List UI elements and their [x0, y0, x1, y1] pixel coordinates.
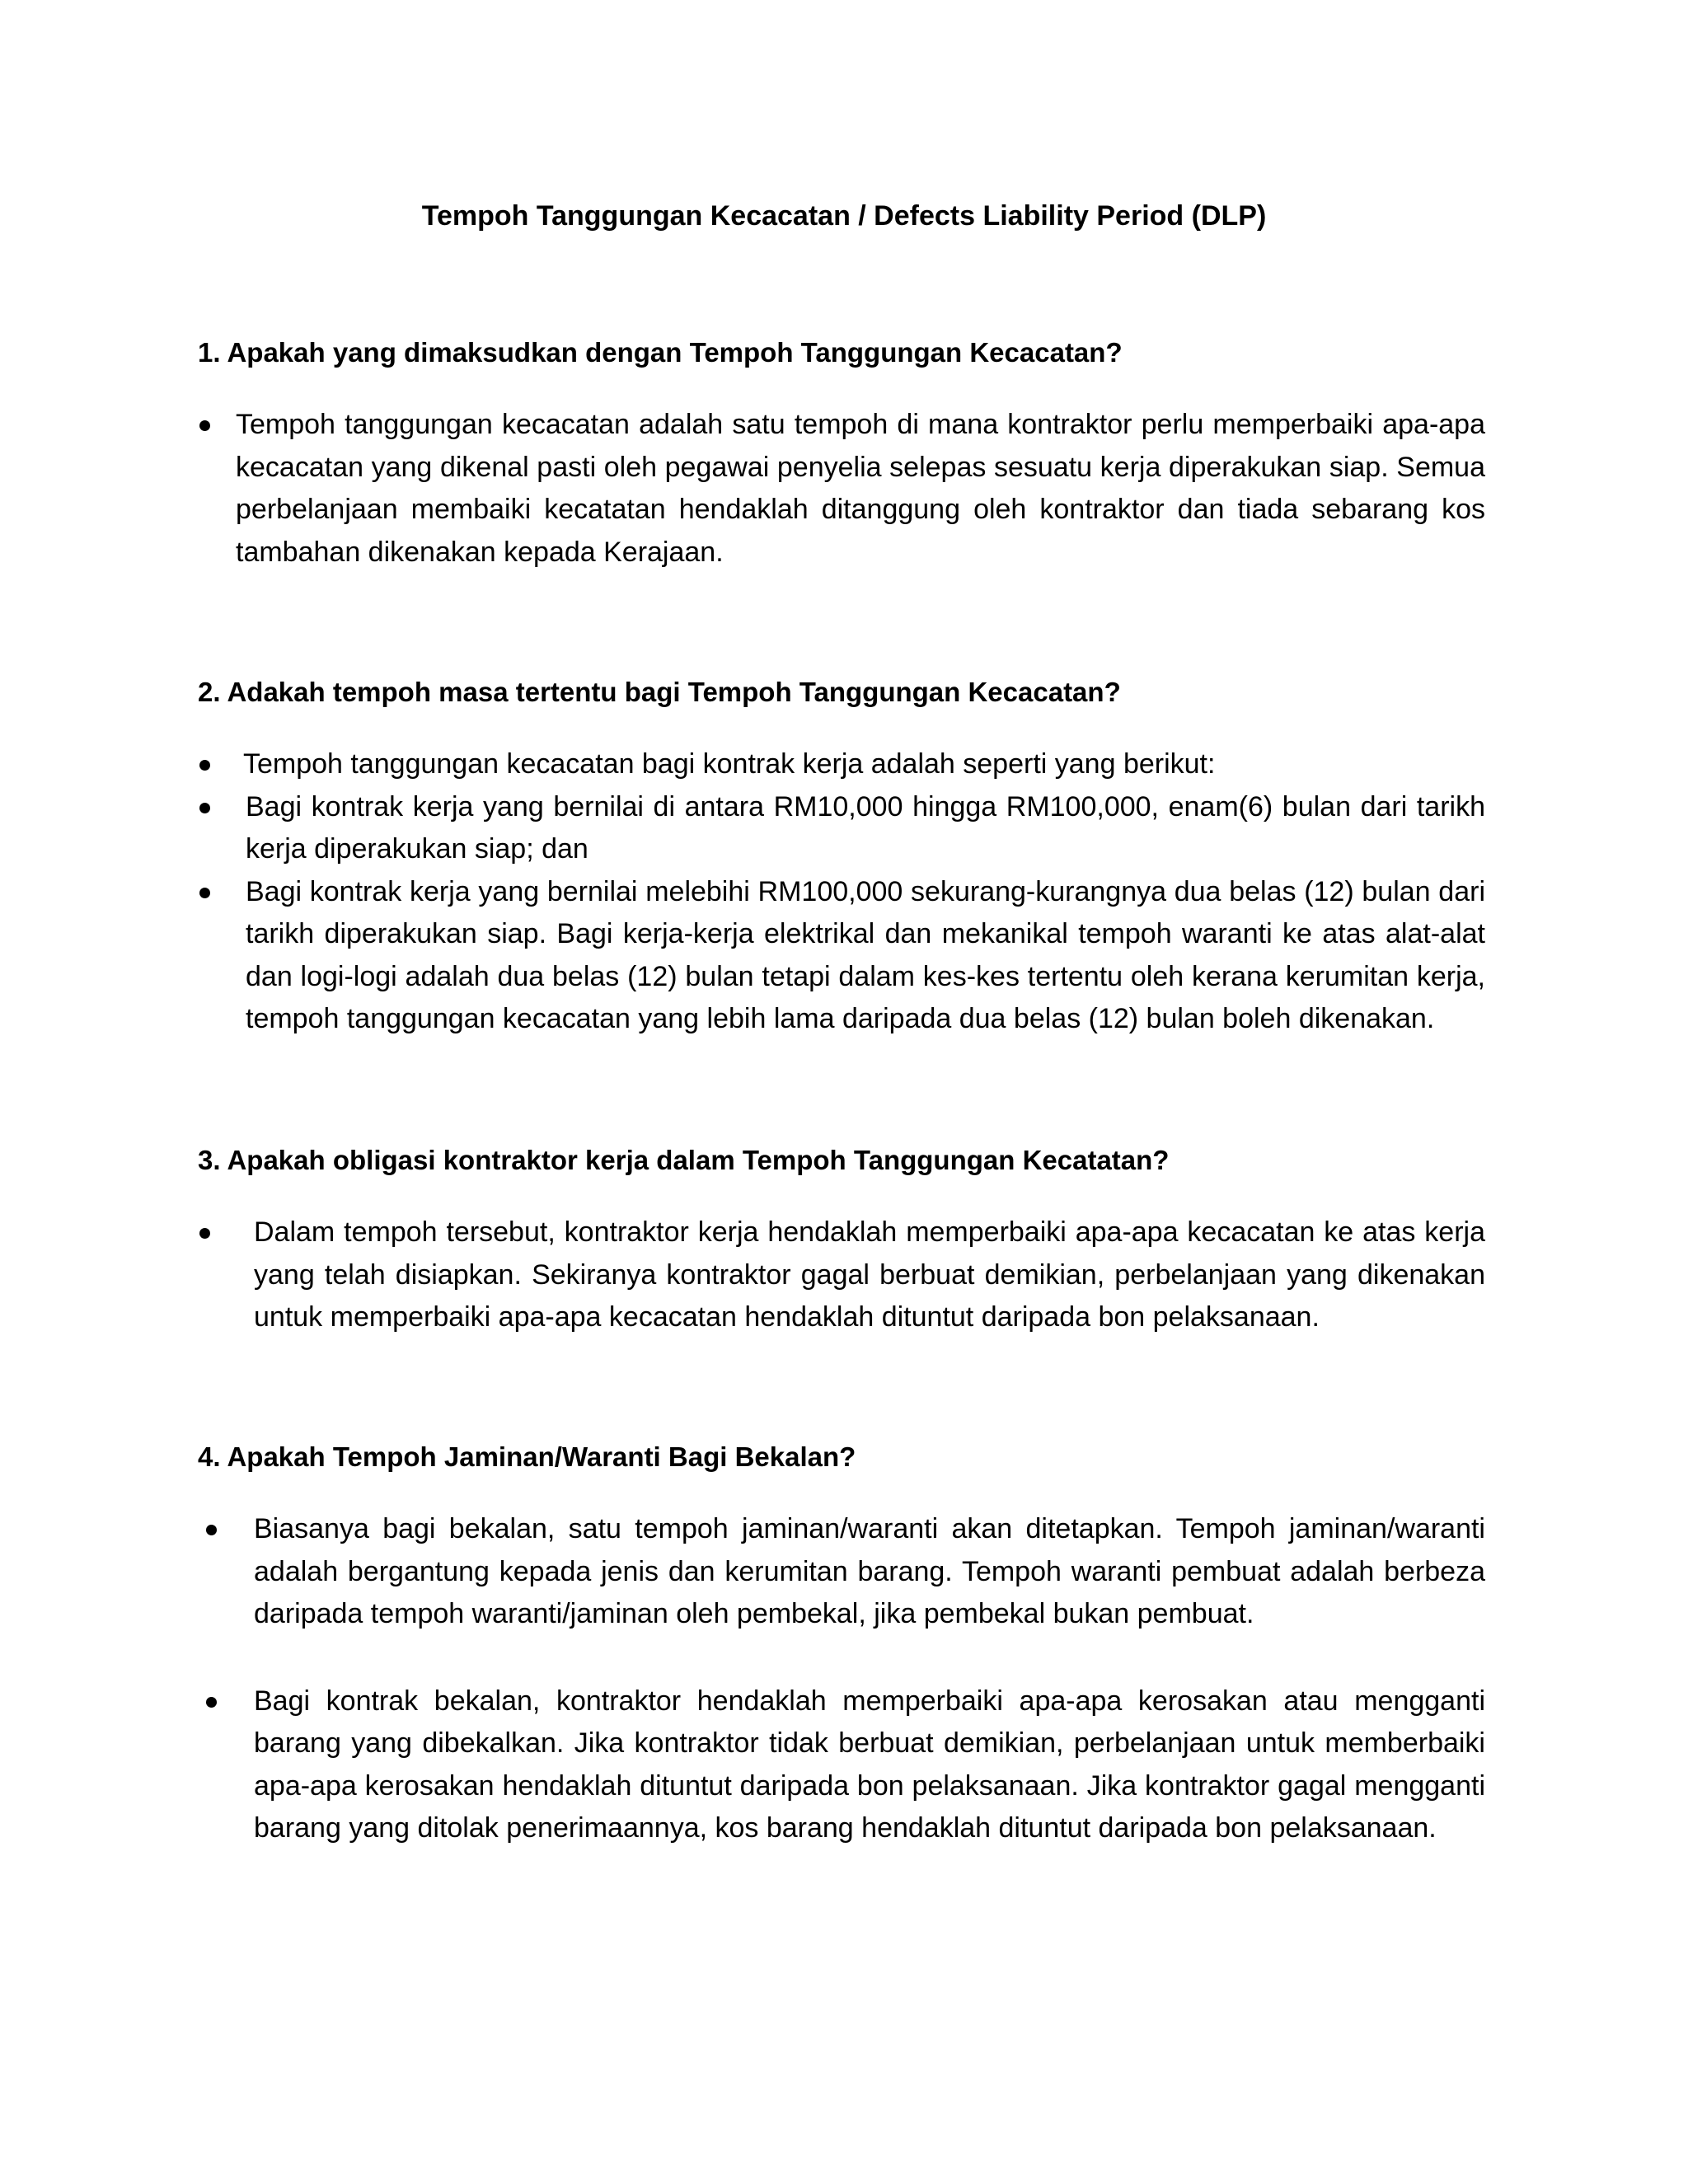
- bullet-text: Tempoh tanggungan kecacatan adalah satu tempoh di mana kontraktor perlu memperbaiki apa-apa kecacatan yang dikenal pasti oleh pegawai penyelia selepas sesuatu kerja diperakukan siap. Semua perbelanjaan membaiki kecatatan hendaklah ditanggung oleh kontraktor dan tiada sebarang kos tambahan dikenakan kepada Kerajaan.: [236, 409, 1485, 568]
- list-item: [198, 743, 1485, 786]
- bullet-text: Bagi kontrak bekalan, kontraktor hendaklah memperbaiki apa-apa kerosakan atau mengganti barang yang dibekalkan. Jika kontraktor tidak berbuat demikian, perbelanjaan untuk memberbaiki apa-apa kerosakan hendaklah dituntut daripada bon pelaksanaan. Jika kontraktor gagal mengganti barang yang ditolak penerimaannya, kos barang hendaklah dituntut daripada bon pelaksanaan.: [254, 1685, 1485, 1844]
- bullet-text: Tempoh tanggungan kecacatan bagi kontrak kerja adalah seperti yang berikut:: [243, 748, 1216, 780]
- bullet-icon: [206, 1525, 217, 1535]
- list-item: [198, 1212, 1485, 1339]
- question-2-heading: 2. Adakah tempoh masa tertentu bagi Tempoh Tanggungan Kecacatan?: [198, 677, 1121, 707]
- question-1-heading: 1. Apakah yang dimaksudkan dengan Tempoh Tanggungan Kecacatan?: [198, 337, 1123, 368]
- bullet-icon: [199, 1228, 210, 1239]
- bullet-text: Biasanya bagi bekalan, satu tempoh jaminan/waranti akan ditetapkan. Tempoh jaminan/waranti adalah bergantung kepada jenis dan kerumitan barang. Tempoh waranti pembuat adalah berbeza daripada tempoh waranti/jaminan oleh pembekal, jika pembekal bukan pembuat.: [254, 1513, 1485, 1629]
- bullet-text: Bagi kontrak kerja yang bernilai di antara RM10,000 hingga RM100,000, enam(6) bulan dari tarikh kerja diperakukan siap; dan: [246, 790, 1485, 865]
- section-3-bullet-list: [198, 1212, 1485, 1339]
- list-item: [198, 404, 1485, 574]
- section-4-bullet-list: [198, 1508, 1485, 1850]
- bullet-text: Bagi kontrak kerja yang bernilai melebihi RM100,000 sekurang-kurangnya dua belas (12) bulan dari tarikh diperakukan siap. Bagi kerja-kerja elektrikal dan mekanikal tempoh waranti ke atas alat-alat dan logi-logi adalah dua belas (12) bulan tetapi dalam kes-kes tertentu oleh kerana kerumitan kerja, tempoh tanggungan kecacatan yang lebih lama daripada dua belas (12) bulan boleh dikenakan.: [246, 875, 1485, 1034]
- list-item: [198, 786, 1485, 871]
- list-item: [198, 871, 1485, 1041]
- section-1-bullet-list: [198, 404, 1485, 574]
- bullet-icon: [199, 803, 210, 813]
- question-4-heading: 4. Apakah Tempoh Jaminan/Waranti Bagi Bekalan?: [198, 1441, 856, 1472]
- page-title: Tempoh Tanggungan Kecacatan / Defects Liability Period (DLP): [421, 200, 1267, 232]
- bullet-icon: [206, 1697, 217, 1708]
- section-2-bullet-list: [198, 743, 1485, 1041]
- list-item: [198, 1680, 1485, 1850]
- bullet-icon: [199, 888, 210, 898]
- bullet-icon: [199, 420, 210, 431]
- bullet-icon: [199, 760, 210, 771]
- list-item: [198, 1508, 1485, 1636]
- bullet-text: Dalam tempoh tersebut, kontraktor kerja hendaklah memperbaiki apa-apa kecacatan ke atas kerja yang telah disiapkan. Sekiranya kontraktor gagal berbuat demikian, perbelanjaan yang dikenakan untuk memperbaiki apa-apa kecacatan hendaklah dituntut daripada bon pelaksanaan.: [254, 1216, 1485, 1333]
- question-3-heading: 3. Apakah obligasi kontraktor kerja dalam Tempoh Tanggungan Kecatatan?: [198, 1145, 1170, 1175]
